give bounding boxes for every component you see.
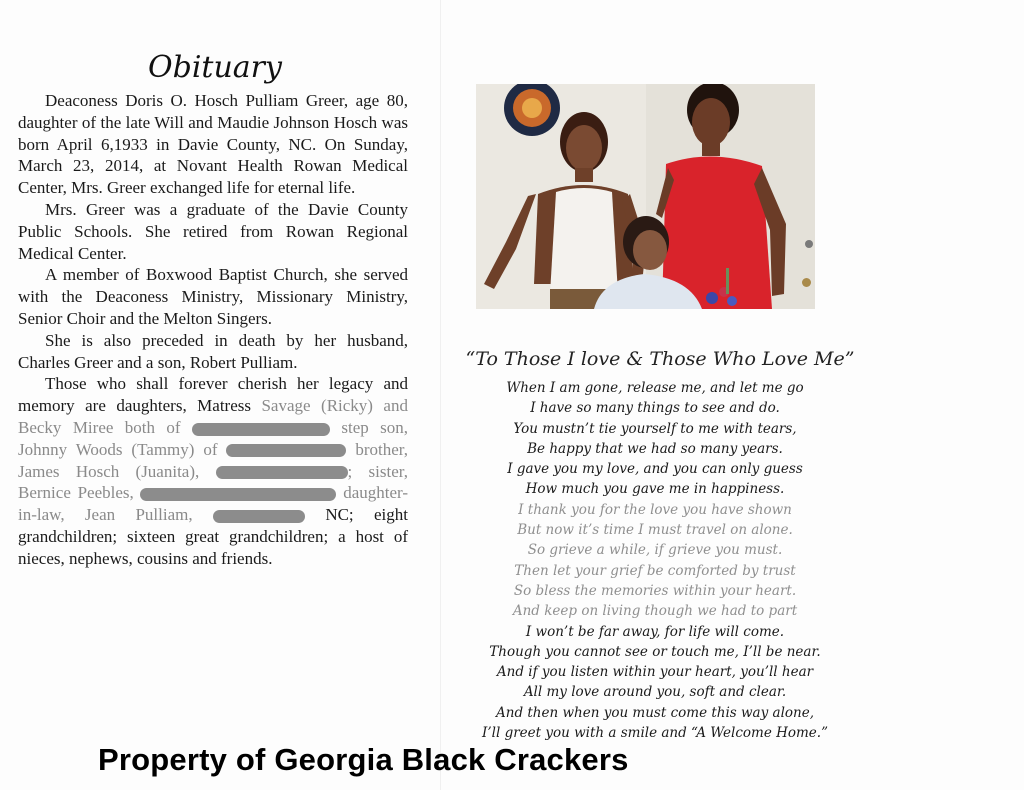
obituary-text-segment: She is also preceded in death by her husband, Charles Greer and a son, Robert Pulliam. <box>18 330 408 372</box>
redaction-mark <box>140 488 336 501</box>
poem-line: But now it’s time I must travel on alone. <box>517 522 793 539</box>
scan-speck <box>802 278 811 287</box>
obituary-text <box>18 90 408 570</box>
obituary-text-segment: Deaconess Doris O. Hosch Pulliam Greer, age 80, daughter of the late Will and Maudie Johnson Hosch was born April 6,1933 in Davie County, NC. On Sunday, March 23, 2014, at Novant Health Rowan Medical Center, Mrs. Greer exchanged life for eternal life. <box>18 91 408 198</box>
obituary-text-segment: brother, James Hosch (Juanita), <box>18 439 408 481</box>
poem-text <box>470 378 840 743</box>
poem-line: So bless the memories within your heart. <box>513 582 797 599</box>
poem-line: And then when you must come this way alone, <box>496 704 814 721</box>
redaction-mark <box>226 444 346 457</box>
scan-speck <box>805 240 813 248</box>
poem-line: I thank you for the love you have shown <box>518 501 792 518</box>
poem-line: You mustn’t tie yourself to me with tears, <box>513 420 797 437</box>
obituary-text-segment: Mrs. Greer was a graduate of the Davie County Public Schools. She retired from Rowan Regional Medical Center. <box>18 199 408 263</box>
obituary-paragraph <box>18 330 408 374</box>
poem-line: How much you gave me in happiness. <box>525 481 785 498</box>
poem-line: I gave you my love, and you can only guess <box>507 461 803 478</box>
obituary-paragraph <box>18 199 408 264</box>
poem-title: “To Those I love & Those Who Love Me” <box>465 348 855 370</box>
obituary-paragraph <box>18 90 408 199</box>
obituary-text-segment: NC; eight grandchildren; sixteen great grandchildren; a host of nieces, nephews, cousins and friends. <box>18 505 408 568</box>
poem-line: Then let your grief be comforted by trust <box>514 562 796 579</box>
poem-line: Be happy that we had so many years. <box>527 440 783 457</box>
obituary-text-segment: step son, Johnny Woods (Tammy) of <box>18 417 408 459</box>
obituary-text-segment: ; sister, Bernice Peebles, <box>18 461 408 503</box>
poem-line: All my love around you, soft and clear. <box>523 684 787 701</box>
obituary-title: Obituary <box>148 50 282 85</box>
obituary-text-segment: A member of Boxwood Baptist Church, she served with the Deaconess Ministry, Missionary Ministry, Senior Choir and the Melton Singers. <box>18 265 408 328</box>
poem-line: So grieve a while, if grieve you must. <box>527 542 783 559</box>
redaction-mark <box>216 466 348 479</box>
poem-line: And keep on living though we had to part <box>512 603 798 620</box>
poem-line: I have so many things to see and do. <box>530 400 780 417</box>
obituary-text-segment: Those who shall forever cherish her legacy and memory are daughters, Matress <box>18 374 408 416</box>
obituary-paragraph <box>18 264 408 329</box>
poem-line: I won’t be far away, for life will come. <box>525 623 785 640</box>
poem-line: Though you cannot see or touch me, I’ll be near. <box>489 643 821 660</box>
obituary-paragraph <box>18 373 408 569</box>
obituary-text-segment: Savage (Ricky) and Becky Miree both of <box>18 396 408 437</box>
poem-line: When I am gone, release me, and let me go <box>506 380 804 396</box>
page-fold <box>440 0 441 790</box>
watermark: Property of Georgia Black Crackers <box>98 742 629 777</box>
poem-line: And if you listen within your heart, you’ll hear <box>496 664 814 681</box>
redaction-mark <box>213 510 305 523</box>
obituary-text-segment: daughter-in-law, Jean Pulliam, <box>18 483 408 525</box>
poem-line: I’ll greet you with a smile and “A Welcome Home.” <box>482 725 828 742</box>
family-photo-illustration <box>476 84 815 309</box>
redaction-mark <box>192 423 330 436</box>
family-photo <box>476 84 815 309</box>
